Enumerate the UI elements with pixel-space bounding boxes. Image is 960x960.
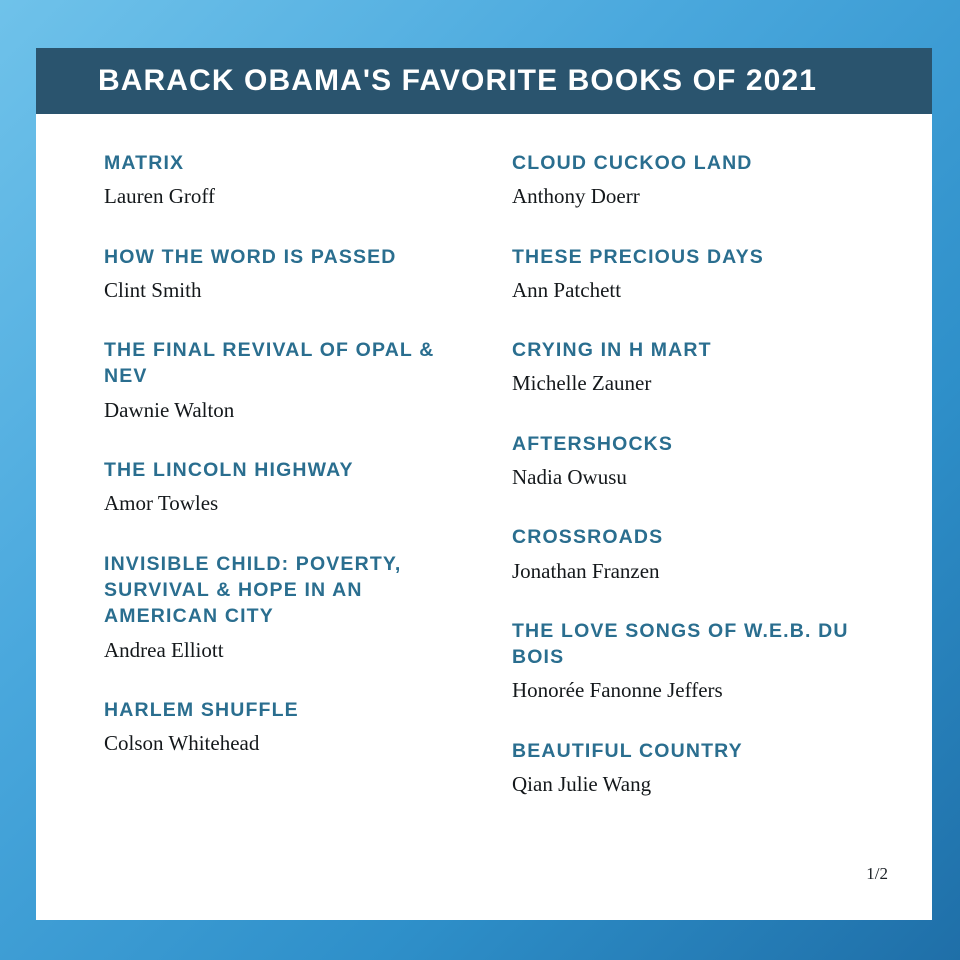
book-title: MATRIX xyxy=(104,152,185,174)
book-entry xyxy=(512,524,882,584)
book-entry xyxy=(512,738,882,798)
book-list-card xyxy=(36,48,932,920)
book-entry xyxy=(512,337,882,397)
book-entry xyxy=(512,618,882,704)
book-author: Lauren Groff xyxy=(104,184,215,209)
book-author: Colson Whitehead xyxy=(104,731,260,756)
book-title: CRYING IN H MART xyxy=(512,339,712,362)
book-title: THESE PRECIOUS DAYS xyxy=(512,245,764,268)
book-author: Qian Julie Wang xyxy=(512,772,652,796)
body-panel xyxy=(36,114,932,920)
book-author: Ann Patchett xyxy=(512,277,622,302)
book-title: CLOUD CUCKOO LAND xyxy=(512,152,753,174)
book-author: Honorée Fanonne Jeffers xyxy=(512,678,723,703)
book-entry xyxy=(104,150,474,210)
book-title: HARLEM SHUFFLE xyxy=(104,698,299,721)
book-entry xyxy=(104,551,474,663)
book-column-right xyxy=(484,150,892,797)
book-author: Clint Smith xyxy=(104,277,202,302)
book-entry xyxy=(512,431,882,491)
book-title: AFTERSHOCKS xyxy=(512,432,674,455)
book-entry xyxy=(104,697,474,757)
book-author: Andrea Elliott xyxy=(104,637,224,662)
book-author: Michelle Zauner xyxy=(512,371,652,396)
page-title: BARACK OBAMA'S FAVORITE BOOKS OF 2021 xyxy=(98,64,818,97)
book-title: CROSSROADS xyxy=(512,526,664,549)
book-column-left xyxy=(76,150,484,756)
book-title: THE LOVE SONGS OF W.E.B. DU BOIS xyxy=(512,619,849,669)
book-entry xyxy=(512,244,882,304)
book-entry xyxy=(104,457,474,517)
book-author: Nadia Owusu xyxy=(512,465,627,489)
book-author: Dawnie Walton xyxy=(104,397,235,422)
book-author: Jonathan Franzen xyxy=(512,558,660,583)
book-author: Anthony Doerr xyxy=(512,184,640,209)
book-author: Amor Towles xyxy=(104,491,219,516)
book-columns xyxy=(76,150,892,797)
book-title: THE LINCOLN HIGHWAY xyxy=(104,459,354,481)
page-number: 1/2 xyxy=(866,864,888,883)
book-title: BEAUTIFUL COUNTRY xyxy=(512,739,743,762)
header-bar xyxy=(36,48,932,114)
book-title: THE FINAL REVIVAL OF OPAL & NEV xyxy=(104,339,435,388)
book-entry xyxy=(104,337,474,423)
book-title: HOW THE WORD IS PASSED xyxy=(104,245,397,268)
book-entry xyxy=(104,244,474,304)
book-title: INVISIBLE CHILD: POVERTY, SURVIVAL & HOPE IN AN AMERICAN CITY xyxy=(104,552,402,628)
book-entry xyxy=(512,150,882,210)
